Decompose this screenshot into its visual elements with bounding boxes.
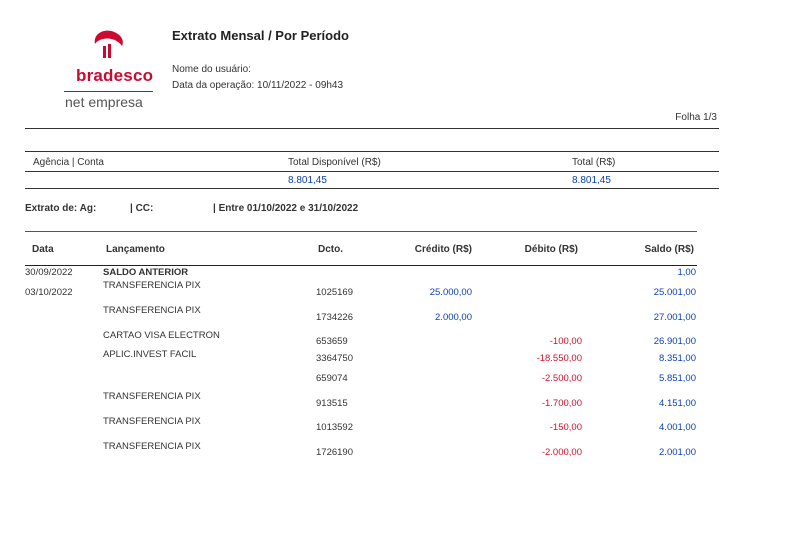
row-balance: 1,00 <box>677 267 696 278</box>
col-header-credit: Crédito (R$) <box>414 244 472 255</box>
row-debit: -100,00 <box>549 336 582 347</box>
row-credit: 25.000,00 <box>429 287 472 298</box>
row-balance: 26.901,00 <box>653 336 696 347</box>
row-debit: -1.700,00 <box>541 398 582 409</box>
row-document: 659074 <box>316 373 348 384</box>
filter-period: | Entre 01/10/2022 e 31/10/2022 <box>213 203 359 214</box>
bradesco-logo <box>62 28 158 114</box>
row-debit: -2.000,00 <box>541 447 582 458</box>
filter-ag-label: Extrato de: Ag: <box>25 203 97 214</box>
row-balance: 8.351,00 <box>659 353 696 364</box>
table-header-rule <box>25 265 697 266</box>
row-document: 1025169 <box>316 287 353 298</box>
summary-available-label: Total Disponível (R$) <box>288 157 381 168</box>
row-description: APLIC.INVEST FACIL <box>103 349 197 360</box>
row-debit: -2.500,00 <box>541 373 582 384</box>
col-header-balance: Saldo (R$) <box>644 244 694 255</box>
row-description: CARTAO VISA ELECTRON <box>103 330 220 341</box>
header-divider <box>25 128 719 129</box>
row-description: SALDO ANTERIOR <box>103 267 189 278</box>
row-description: TRANSFERENCIA PIX <box>103 416 201 427</box>
row-document: 913515 <box>316 398 348 409</box>
row-balance: 4.151,00 <box>659 398 696 409</box>
row-description: TRANSFERENCIA PIX <box>103 441 201 452</box>
row-document: 1013592 <box>316 422 353 433</box>
row-document: 3364750 <box>316 353 353 364</box>
row-date: 30/09/2022 <box>25 267 73 278</box>
col-header-debit: Débito (R$) <box>524 244 578 255</box>
row-balance: 4.001,00 <box>659 422 696 433</box>
row-document: 653659 <box>316 336 348 347</box>
col-header-doc: Dcto. <box>318 244 343 255</box>
row-document: 1726190 <box>316 447 353 458</box>
brand-divider <box>64 91 153 92</box>
row-balance: 27.001,00 <box>653 312 696 323</box>
col-header-date: Data <box>32 244 54 255</box>
summary-total-value: 8.801,45 <box>572 175 611 186</box>
row-description: TRANSFERENCIA PIX <box>103 391 201 402</box>
user-label: Nome do usuário: <box>172 64 251 75</box>
table-top-rule <box>25 231 697 232</box>
summary-total-label: Total (R$) <box>572 157 616 168</box>
row-debit: -18.550,00 <box>536 353 582 364</box>
row-balance: 2.001,00 <box>659 447 696 458</box>
page-number: Folha 1/3 <box>675 112 717 123</box>
operation-date: Data da operação: 10/11/2022 - 09h43 <box>172 80 344 91</box>
brand-name: bradesco <box>76 66 154 85</box>
row-balance: 5.851,00 <box>659 373 696 384</box>
row-description: TRANSFERENCIA PIX <box>103 305 201 316</box>
row-document: 1734226 <box>316 312 353 323</box>
row-credit: 2.000,00 <box>435 312 472 323</box>
summary-top-rule <box>25 151 719 152</box>
bradesco-tree-icon <box>89 28 129 62</box>
summary-bottom-rule <box>25 188 719 189</box>
summary-available-value: 8.801,45 <box>288 175 327 186</box>
brand-subtitle: net empresa <box>65 94 143 110</box>
row-debit: -150,00 <box>549 422 582 433</box>
summary-account-label: Agência | Conta <box>33 157 104 168</box>
filter-cc-label: | CC: <box>130 203 154 214</box>
row-date: 03/10/2022 <box>25 287 73 298</box>
summary-mid-rule <box>25 171 719 172</box>
row-balance: 25.001,00 <box>653 287 696 298</box>
page-title: Extrato Mensal / Por Período <box>172 28 349 43</box>
row-description: TRANSFERENCIA PIX <box>103 280 201 291</box>
col-header-entry: Lançamento <box>106 244 165 255</box>
